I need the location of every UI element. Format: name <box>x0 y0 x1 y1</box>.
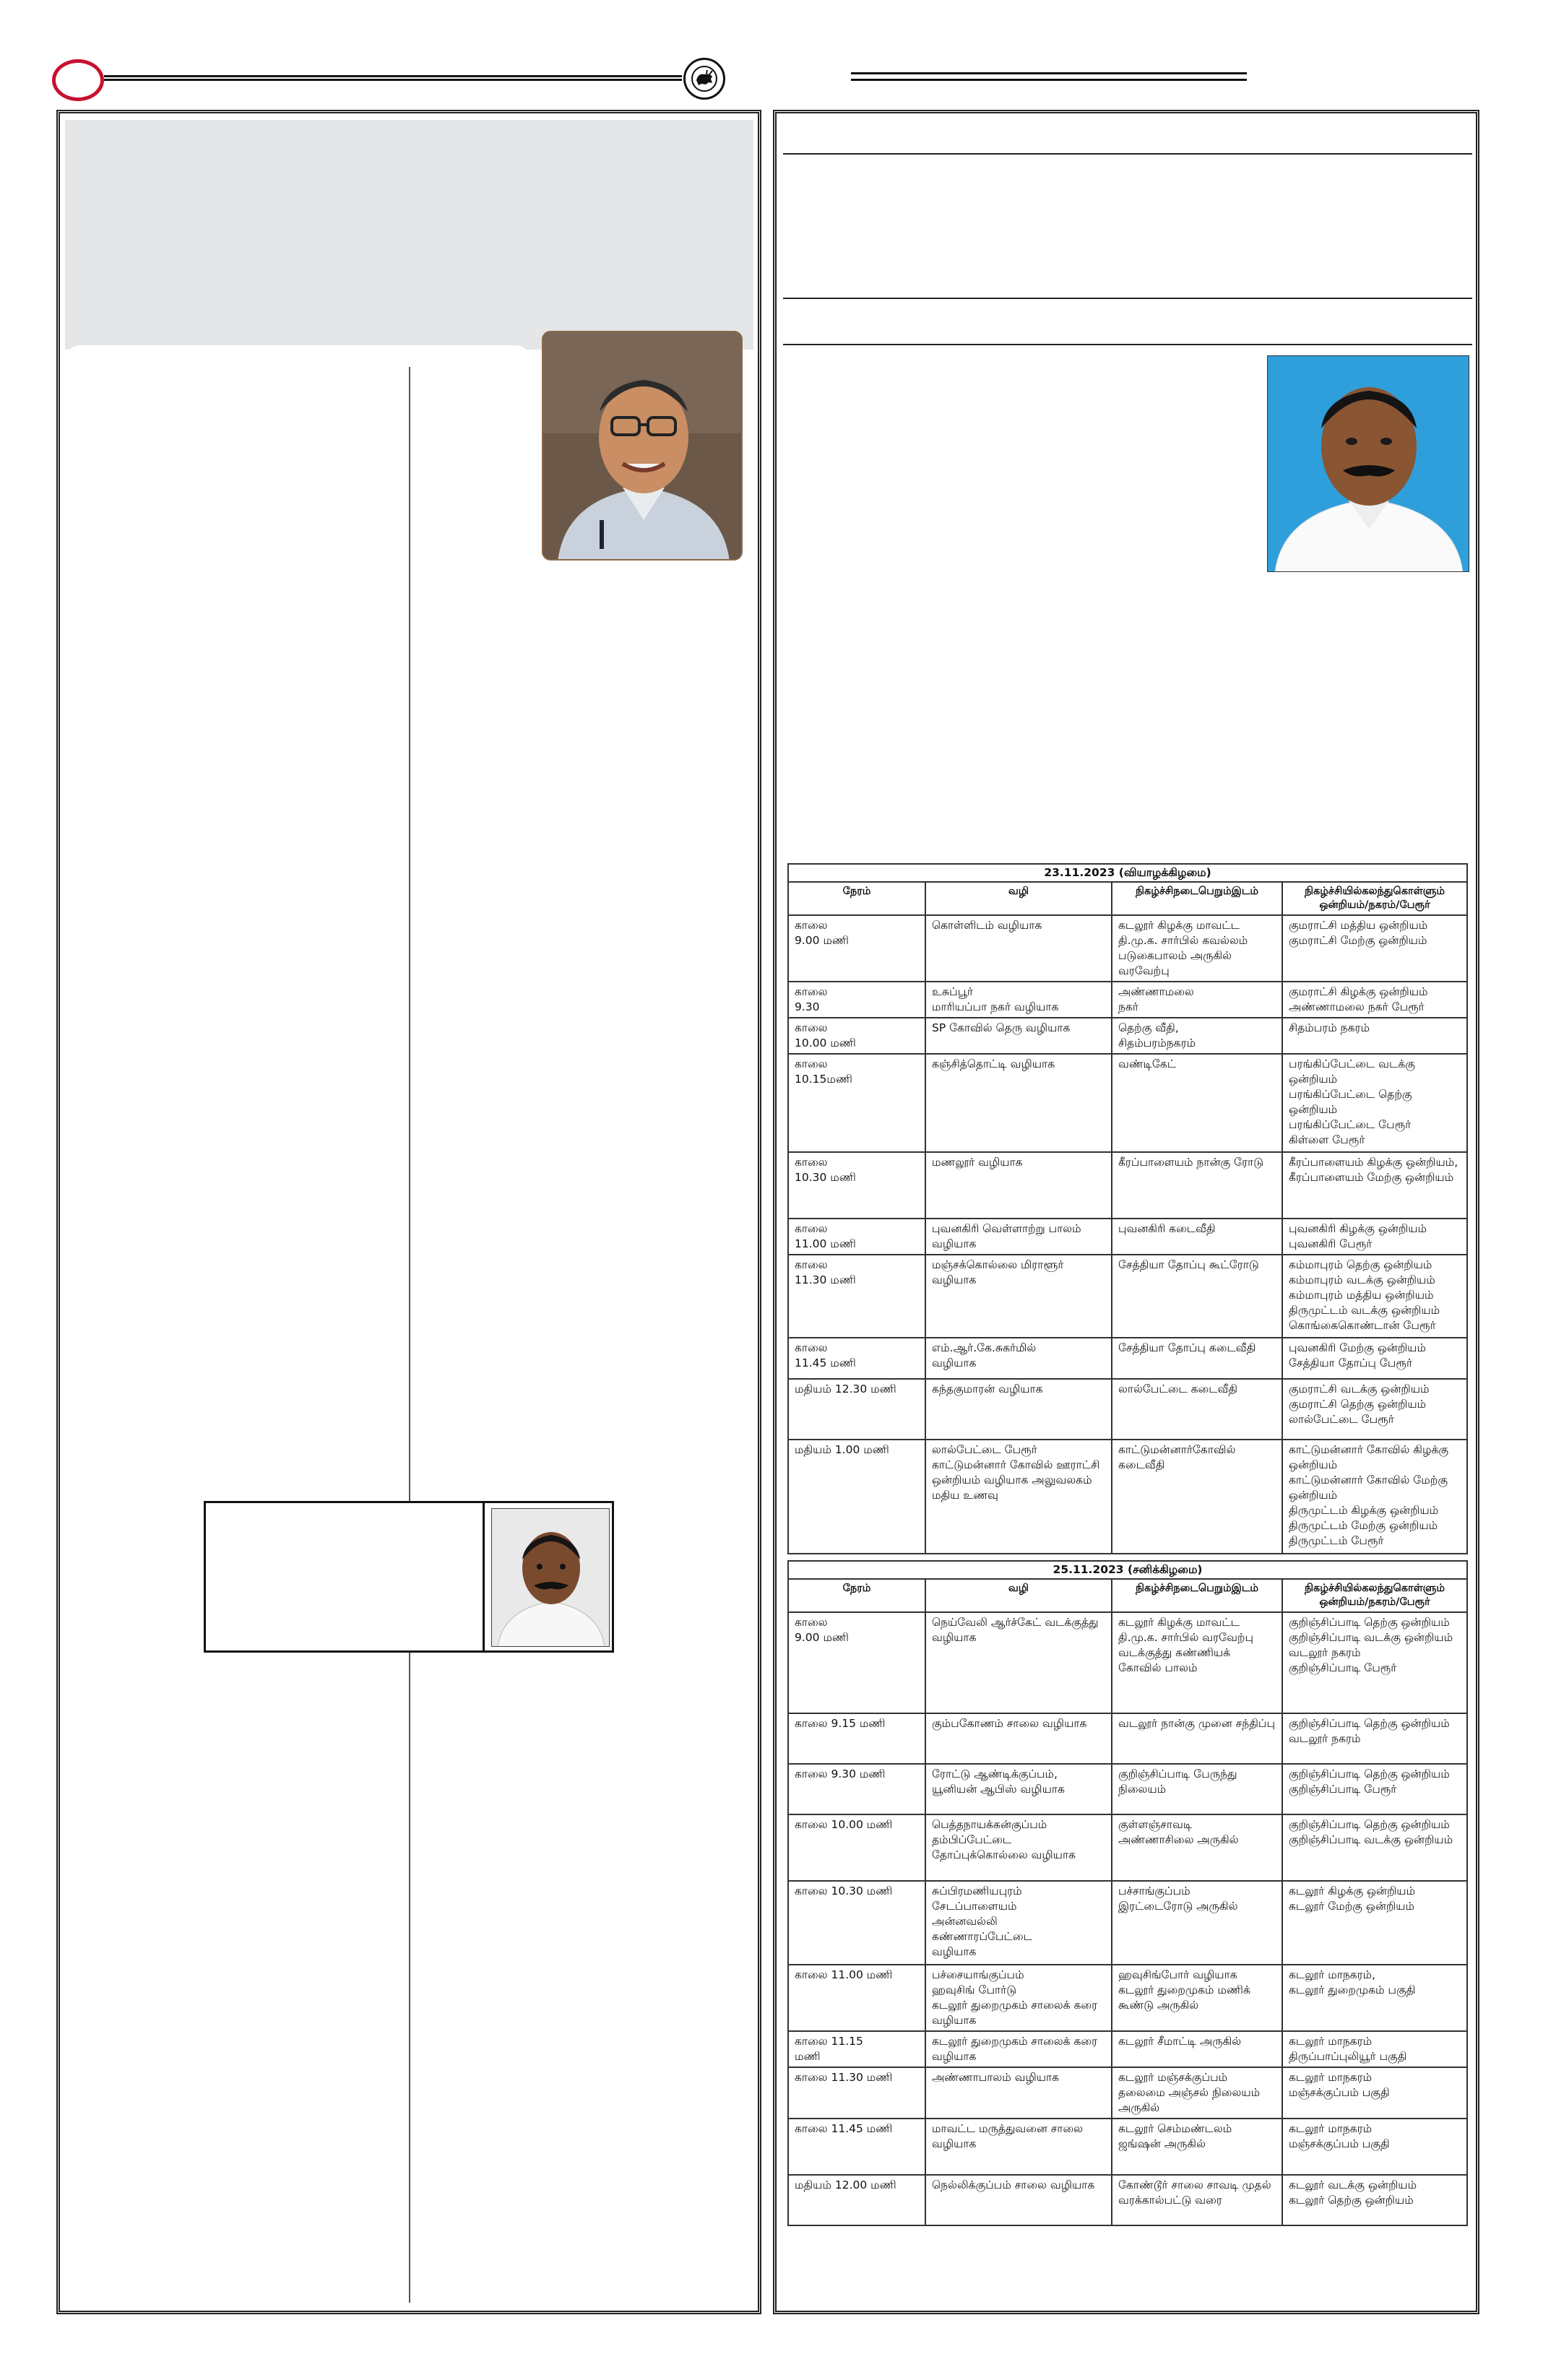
table-row <box>788 982 1467 1018</box>
time-cell: காலை 10.00 மணி <box>788 1018 925 1054</box>
participants-cell: பரங்கிப்பேட்டை வடக்கு ஒன்றியம் பரங்கிப்பேட்டை தெற்கு ஒன்றியம் பரங்கிப்பேட்டை பேரூர் கிள்ளை பேரூர் <box>1282 1054 1467 1152</box>
table-row <box>788 1018 1467 1054</box>
route-cell: பெத்தநாயக்கன்குப்பம் தம்பிப்பேட்டை தோப்புக்கொல்லை வழியாக <box>925 1814 1112 1881</box>
participants-cell: புவனகிரி கிழக்கு ஒன்றியம் புவனகிரி பேரூர் <box>1282 1219 1467 1255</box>
table-row <box>788 1440 1467 1554</box>
portrait-photo-left <box>542 331 743 561</box>
table-row <box>788 915 1467 982</box>
participants-cell: கடலூர் வடக்கு ஒன்றியம் கடலூர் தெற்கு ஒன்றியம் <box>1282 2175 1467 2225</box>
schedule-table-day2 <box>787 1560 1468 2226</box>
time-cell: காலை 9.30 மணி <box>788 1764 925 1814</box>
route-cell: கஞ்சித்தொட்டி வழியாக <box>925 1054 1112 1152</box>
participants-cell: குறிஞ்சிப்பாடி தெற்கு ஒன்றியம் குறிஞ்சிப்பாடி வடக்கு ஒன்றியம் வடலூர் நகரம் குறிஞ்சிப்பாடி பேரூர் <box>1282 1612 1467 1713</box>
time-cell: காலை 11.30 மணி <box>788 2067 925 2119</box>
right-subhead-rule <box>783 344 1472 345</box>
time-cell: காலை 11.15 மணி <box>788 2031 925 2067</box>
table-row <box>788 1054 1467 1152</box>
venue-cell: அண்ணாமலை நகர் <box>1112 982 1282 1018</box>
route-cell: நெய்வேலி ஆர்ச்கேட் வடக்குத்து வழியாக <box>925 1612 1112 1713</box>
route-cell: நெல்லிக்குப்பம் சாலை வழியாக <box>925 2175 1112 2225</box>
time-cell: காலை 10.30 மணி <box>788 1881 925 1965</box>
time-cell: காலை 9.00 மணி <box>788 915 925 982</box>
column-header-venue: நிகழ்ச்சிநடைபெறும்இடம் <box>1112 1579 1282 1612</box>
page-number-circle <box>52 59 104 101</box>
right-headline-rule-top <box>783 153 1472 155</box>
table-row <box>788 2031 1467 2067</box>
time-cell: காலை 10.00 மணி <box>788 1814 925 1881</box>
venue-cell: ஹவுசிங்போர் வழியாக கடலூர் துறைமுகம் மணிக் கூண்டு அருகில் <box>1112 1965 1282 2031</box>
inset-divider <box>483 1502 485 1651</box>
venue-cell: கடலூர் செம்மண்டலம் ஜங்ஷன் அருகில் <box>1112 2119 1282 2175</box>
header-rule-right <box>851 72 1247 81</box>
time-cell: காலை 10.15மணி <box>788 1054 925 1152</box>
left-article-body <box>66 345 529 2303</box>
route-cell: மாவட்ட மருத்துவனை சாலை வழியாக <box>925 2119 1112 2175</box>
time-cell: மதியம் 12.00 மணி <box>788 2175 925 2225</box>
participants-cell: சிதம்பரம் நகரம் <box>1282 1018 1467 1054</box>
table-row <box>788 1338 1467 1379</box>
venue-cell: கடலூர் சீமாட்டி அருகில் <box>1112 2031 1282 2067</box>
table-row <box>788 1379 1467 1440</box>
time-cell: காலை 11.00 மணி <box>788 1219 925 1255</box>
time-cell: மதியம் 12.30 மணி <box>788 1379 925 1440</box>
venue-cell: தெற்கு வீதி, சிதம்பரம்நகரம் <box>1112 1018 1282 1054</box>
right-headline-rule-bottom <box>783 298 1472 299</box>
column-header-time: நேரம் <box>788 1579 925 1612</box>
table-row <box>788 1152 1467 1219</box>
venue-cell: குள்ளஞ்சாவடி அண்ணாசிலை அருகில் <box>1112 1814 1282 1881</box>
venue-cell: காட்டுமன்னார்கோவில் கடைவீதி <box>1112 1440 1282 1554</box>
participants-cell: கடலூர் மாநகரம் மஞ்சக்குப்பம் பகுதி <box>1282 2119 1467 2175</box>
time-cell: காலை 9.00 மணி <box>788 1612 925 1713</box>
table-row <box>788 1965 1467 2031</box>
route-cell: எம்.ஆர்.கே.சுகர்மில் வழியாக <box>925 1338 1112 1379</box>
table-row <box>788 2119 1467 2175</box>
venue-cell: வண்டிகேட் <box>1112 1054 1282 1152</box>
bull-emblem-icon <box>683 58 725 100</box>
route-cell: அண்ணாபாலம் வழியாக <box>925 2067 1112 2119</box>
participants-cell: கீரப்பாளையம் கிழக்கு ஒன்றியம், கீரப்பாளையம் மேற்கு ஒன்றியம் <box>1282 1152 1467 1219</box>
participants-cell: குமராட்சி கிழக்கு ஒன்றியம் அண்ணாமலை நகர் பேரூர் <box>1282 982 1467 1018</box>
column-header-participants: நிகழ்ச்சியில்கலந்துகொள்ளும் ஒன்றியம்/நகரம்/பேரூர் <box>1282 1579 1467 1612</box>
table-row <box>788 1713 1467 1764</box>
header-rule-left <box>104 75 682 81</box>
participants-cell: குறிஞ்சிப்பாடி தெற்கு ஒன்றியம் குறிஞ்சிப்பாடி பேரூர் <box>1282 1764 1467 1814</box>
time-cell: மதியம் 1.00 மணி <box>788 1440 925 1554</box>
venue-cell: புவனகிரி கடைவீதி <box>1112 1219 1282 1255</box>
venue-cell: கடலூர் கிழக்கு மாவட்ட தி.மு.க. சார்பில் கவல்லம் படுகைபாலம் அருகில் வரவேற்பு <box>1112 915 1282 982</box>
venue-cell: கடலூர் கிழக்கு மாவட்ட தி.மு.க. சார்பில் வரவேற்பு வடக்குத்து கண்ணியக் கோவில் பாலம் <box>1112 1612 1282 1713</box>
table-row <box>788 1764 1467 1814</box>
participants-cell: புவனகிரி மேற்கு ஒன்றியம் சேத்தியா தோப்பு பேரூர் <box>1282 1338 1467 1379</box>
table-row <box>788 1612 1467 1713</box>
route-cell: சுப்பிரமணியபுரம் சேடப்பாளையம் அன்னவல்லி கண்ணாரப்பேட்டை வழியாக <box>925 1881 1112 1965</box>
participants-cell: கடலூர் மாநகரம் மஞ்சக்குப்பம் பகுதி <box>1282 2067 1467 2119</box>
participants-cell: கடலூர் கிழக்கு ஒன்றியம் கடலூர் மேற்கு ஒன்றியம் <box>1282 1881 1467 1965</box>
route-cell: ரோட்டு ஆண்டிக்குப்பம், யூனியன் ஆபிஸ் வழியாக <box>925 1764 1112 1814</box>
table-row <box>788 1814 1467 1881</box>
column-header-venue: நிகழ்ச்சிநடைபெறும்இடம் <box>1112 882 1282 915</box>
time-cell: காலை 10.30 மணி <box>788 1152 925 1219</box>
schedule-table-day1 <box>787 863 1468 1554</box>
column-header-route: வழி <box>925 1579 1112 1612</box>
participants-cell: குறிஞ்சிப்பாடி தெற்கு ஒன்றியம் வடலூர் நகரம் <box>1282 1713 1467 1764</box>
participants-cell: காட்டுமன்னார் கோவில் கிழக்கு ஒன்றியம் காட்டுமன்னார் கோவில் மேற்கு ஒன்றியம் திருமுட்டம் கிழக்கு ஒன்றியம் திருமுட்டம் மேற்கு ஒன்றியம் திருமுட்டம் பேரூர் <box>1282 1440 1467 1554</box>
route-cell: கந்தகுமாரன் வழியாக <box>925 1379 1112 1440</box>
venue-cell: கீரப்பாளையம் நான்கு ரோடு <box>1112 1152 1282 1219</box>
table-row <box>788 2175 1467 2225</box>
column-header-participants: நிகழ்ச்சியில்கலந்துகொள்ளும் ஒன்றியம்/நகரம்/பேரூர் <box>1282 882 1467 915</box>
route-cell: பச்சையாங்குப்பம் ஹவுசிங் போர்டு கடலூர் துறைமுகம் சாலைக் கரை வழியாக <box>925 1965 1112 2031</box>
column-header-route: வழி <box>925 882 1112 915</box>
time-cell: காலை 11.30 மணி <box>788 1255 925 1338</box>
participants-cell: கடலூர் மாநகரம் திருப்பாப்புலியூர் பகுதி <box>1282 2031 1467 2067</box>
portrait-photo-right <box>1267 355 1469 572</box>
venue-cell: சேத்தியா தோப்பு கூட்ரோடு <box>1112 1255 1282 1338</box>
schedule-date-day1: 23.11.2023 (வியாழக்கிழமை) <box>788 864 1467 882</box>
portrait-photo-inset <box>491 1508 610 1647</box>
table-row <box>788 2067 1467 2119</box>
venue-cell: லால்பேட்டை கடைவீதி <box>1112 1379 1282 1440</box>
route-cell: புவனகிரி வெள்ளாற்று பாலம் வழியாக <box>925 1219 1112 1255</box>
participants-cell: கடலூர் மாநகரம், கடலூர் துறைமுகம் பகுதி <box>1282 1965 1467 2031</box>
time-cell: காலை 9.15 மணி <box>788 1713 925 1764</box>
participants-cell: குமராட்சி வடக்கு ஒன்றியம் குமராட்சி தெற்கு ஒன்றியம் லால்பேட்டை பேரூர் <box>1282 1379 1467 1440</box>
route-cell: கும்பகோணம் சாலை வழியாக <box>925 1713 1112 1764</box>
column-divider <box>409 367 410 2303</box>
time-cell: காலை 11.00 மணி <box>788 1965 925 2031</box>
venue-cell: குறிஞ்சிப்பாடி பேருந்து நிலையம் <box>1112 1764 1282 1814</box>
left-headline-area <box>65 120 753 350</box>
schedule-date-day2: 25.11.2023 (சனிக்கிழமை) <box>788 1561 1467 1579</box>
route-cell: மணலூர் வழியாக <box>925 1152 1112 1219</box>
route-cell: லால்பேட்டை பேரூர் காட்டுமன்னார் கோவில் ஊராட்சி ஒன்றியம் வழியாக அலுவலகம் மதிய உணவு <box>925 1440 1112 1554</box>
table-row <box>788 1255 1467 1338</box>
venue-cell: வடலூர் நான்கு முனை சந்திப்பு <box>1112 1713 1282 1764</box>
venue-cell: பச்சாங்குப்பம் இரட்டைரோடு அருகில் <box>1112 1881 1282 1965</box>
participants-cell: கம்மாபுரம் தெற்கு ஒன்றியம் கம்மாபுரம் வடக்கு ஒன்றியம் கம்மாபுரம் மத்திய ஒன்றியம் திருமுட்டம் வடக்கு ஒன்றியம் கொங்கைகொண்டான் பேரூர் <box>1282 1255 1467 1338</box>
venue-cell: கோண்டூர் சாலை சாவடி முதல் வரக்கால்பட்டு வரை <box>1112 2175 1282 2225</box>
venue-cell: கடலூர் மஞ்சக்குப்பம் தலைமை அஞ்சல் நிலையம் அருகில் <box>1112 2067 1282 2119</box>
route-cell: SP கோவில் தெரு வழியாக <box>925 1018 1112 1054</box>
time-cell: காலை 11.45 மணி <box>788 1338 925 1379</box>
table-row <box>788 1219 1467 1255</box>
route-cell: கடலூர் துறைமுகம் சாலைக் கரை வழியாக <box>925 2031 1112 2067</box>
participants-cell: குறிஞ்சிப்பாடி தெற்கு ஒன்றியம் குறிஞ்சிப்பாடி வடக்கு ஒன்றியம் <box>1282 1814 1467 1881</box>
route-cell: உசுப்பூர் மாரியப்பா நகர் வழியாக <box>925 982 1112 1018</box>
route-cell: கொள்ளிடம் வழியாக <box>925 915 1112 982</box>
time-cell: காலை 9.30 <box>788 982 925 1018</box>
route-cell: மஞ்சக்கொல்லை மிராளூர் வழியாக <box>925 1255 1112 1338</box>
participants-cell: குமராட்சி மத்திய ஒன்றியம் குமராட்சி மேற்கு ஒன்றியம் <box>1282 915 1467 982</box>
column-header-time: நேரம் <box>788 882 925 915</box>
venue-cell: சேத்தியா தோப்பு கடைவீதி <box>1112 1338 1282 1379</box>
time-cell: காலை 11.45 மணி <box>788 2119 925 2175</box>
table-row <box>788 1881 1467 1965</box>
